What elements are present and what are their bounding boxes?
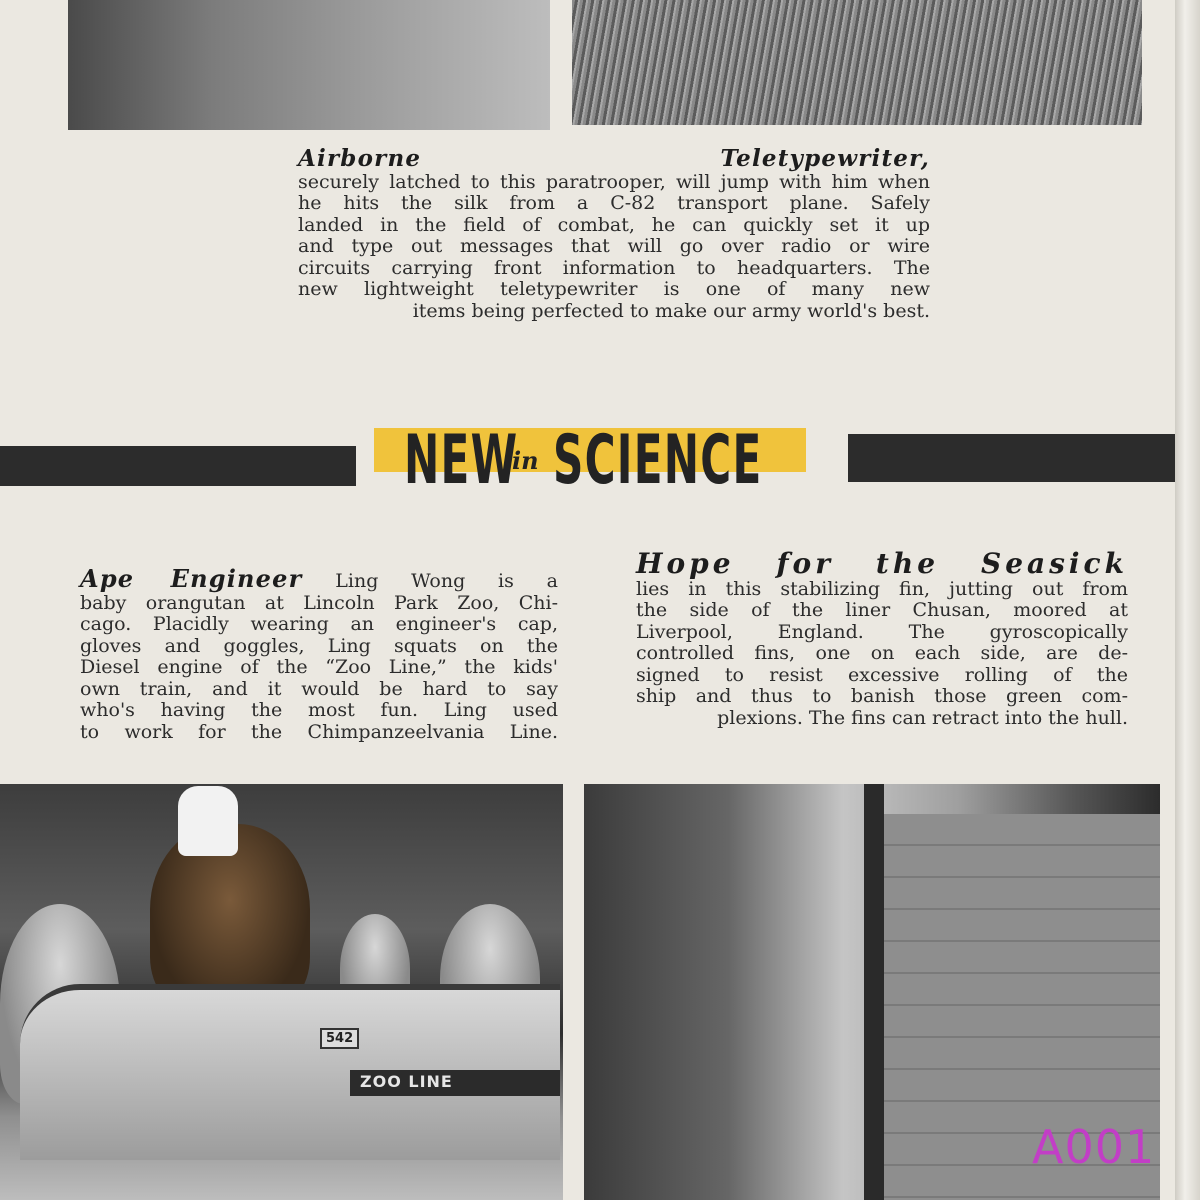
section-title-science: SCIENCE [552, 420, 763, 500]
caption-line: plexions. The fins can retract into the hull. [717, 706, 1128, 729]
caption-line: Liverpool, England. The gyroscopically [636, 620, 1128, 643]
banner-bar-right [848, 434, 1175, 482]
photo-engineer-cap [178, 786, 238, 856]
caption-airborne-teletypewriter [298, 145, 930, 322]
train-line-label: ZOO LINE [360, 1072, 453, 1091]
caption-line: he hits the silk from a C-82 transport plane. Safely [298, 192, 930, 214]
section-title-in: in [512, 445, 539, 475]
caption-heading: Airborne Teletypewriter, [298, 145, 930, 172]
watermark-label: A001 [1032, 1120, 1156, 1174]
caption-line: signed to resist excessive rolling of the [636, 663, 1128, 686]
caption-line: to work for the Chimpanzeelvania Line. [80, 720, 558, 743]
photo-zoo-train [20, 984, 560, 1160]
train-engine-number: 542 [320, 1028, 359, 1049]
caption-line: landed in the field of combat, he can quickly set it up [298, 213, 930, 236]
caption-hope-for-seasick [636, 547, 1128, 729]
photo-paratrooper-grass [572, 0, 1142, 125]
caption-line: who's having the most fun. Ling used [80, 699, 558, 721]
caption-heading: Ape Engineer [80, 564, 303, 593]
banner-bar-left [0, 446, 356, 486]
caption-line: securely latched to this paratrooper, will jump with him when [298, 170, 930, 193]
caption-line: gloves and goggles, Ling squats on the [80, 634, 558, 657]
caption-line: lies in this stabilizing fin, jutting out from [636, 577, 1128, 600]
photo-ape-engineer-train [0, 784, 563, 1200]
caption-heading: Hope for the Seasick [636, 547, 1128, 580]
caption-line: ship and thus to banish those green com- [636, 685, 1128, 707]
caption-line: Diesel engine of the “Zoo Line,” the kids' [80, 656, 558, 678]
caption-line: new lightweight teletypewriter is one of many new [298, 278, 930, 300]
page-fold-edge [1175, 0, 1200, 1200]
caption-line: the side of the liner Chusan, moored at [636, 599, 1128, 621]
caption-ape-engineer [80, 564, 559, 743]
section-title [404, 410, 890, 510]
section-title-new: NEW [404, 420, 519, 500]
caption-line: own train, and it would be hard to say [80, 677, 558, 700]
photo-dock-crane [864, 784, 884, 1200]
section-banner [0, 410, 1175, 510]
caption-line: circuits carrying front information to headquarters. The [298, 256, 930, 279]
caption-line: and type out messages that will go over radio or wire [298, 235, 930, 257]
caption-line: baby orangutan at Lincoln Park Zoo, Chi- [80, 591, 558, 614]
caption-line: cago. Placidly wearing an engineer's cap, [80, 613, 558, 635]
caption-line: items being perfected to make our army world's best. [412, 299, 930, 322]
caption-line: controlled fins, one on each side, are de- [636, 642, 1128, 664]
caption-line: Ling Wong is a [335, 570, 559, 592]
photo-paratrooper-equipment [68, 0, 550, 130]
